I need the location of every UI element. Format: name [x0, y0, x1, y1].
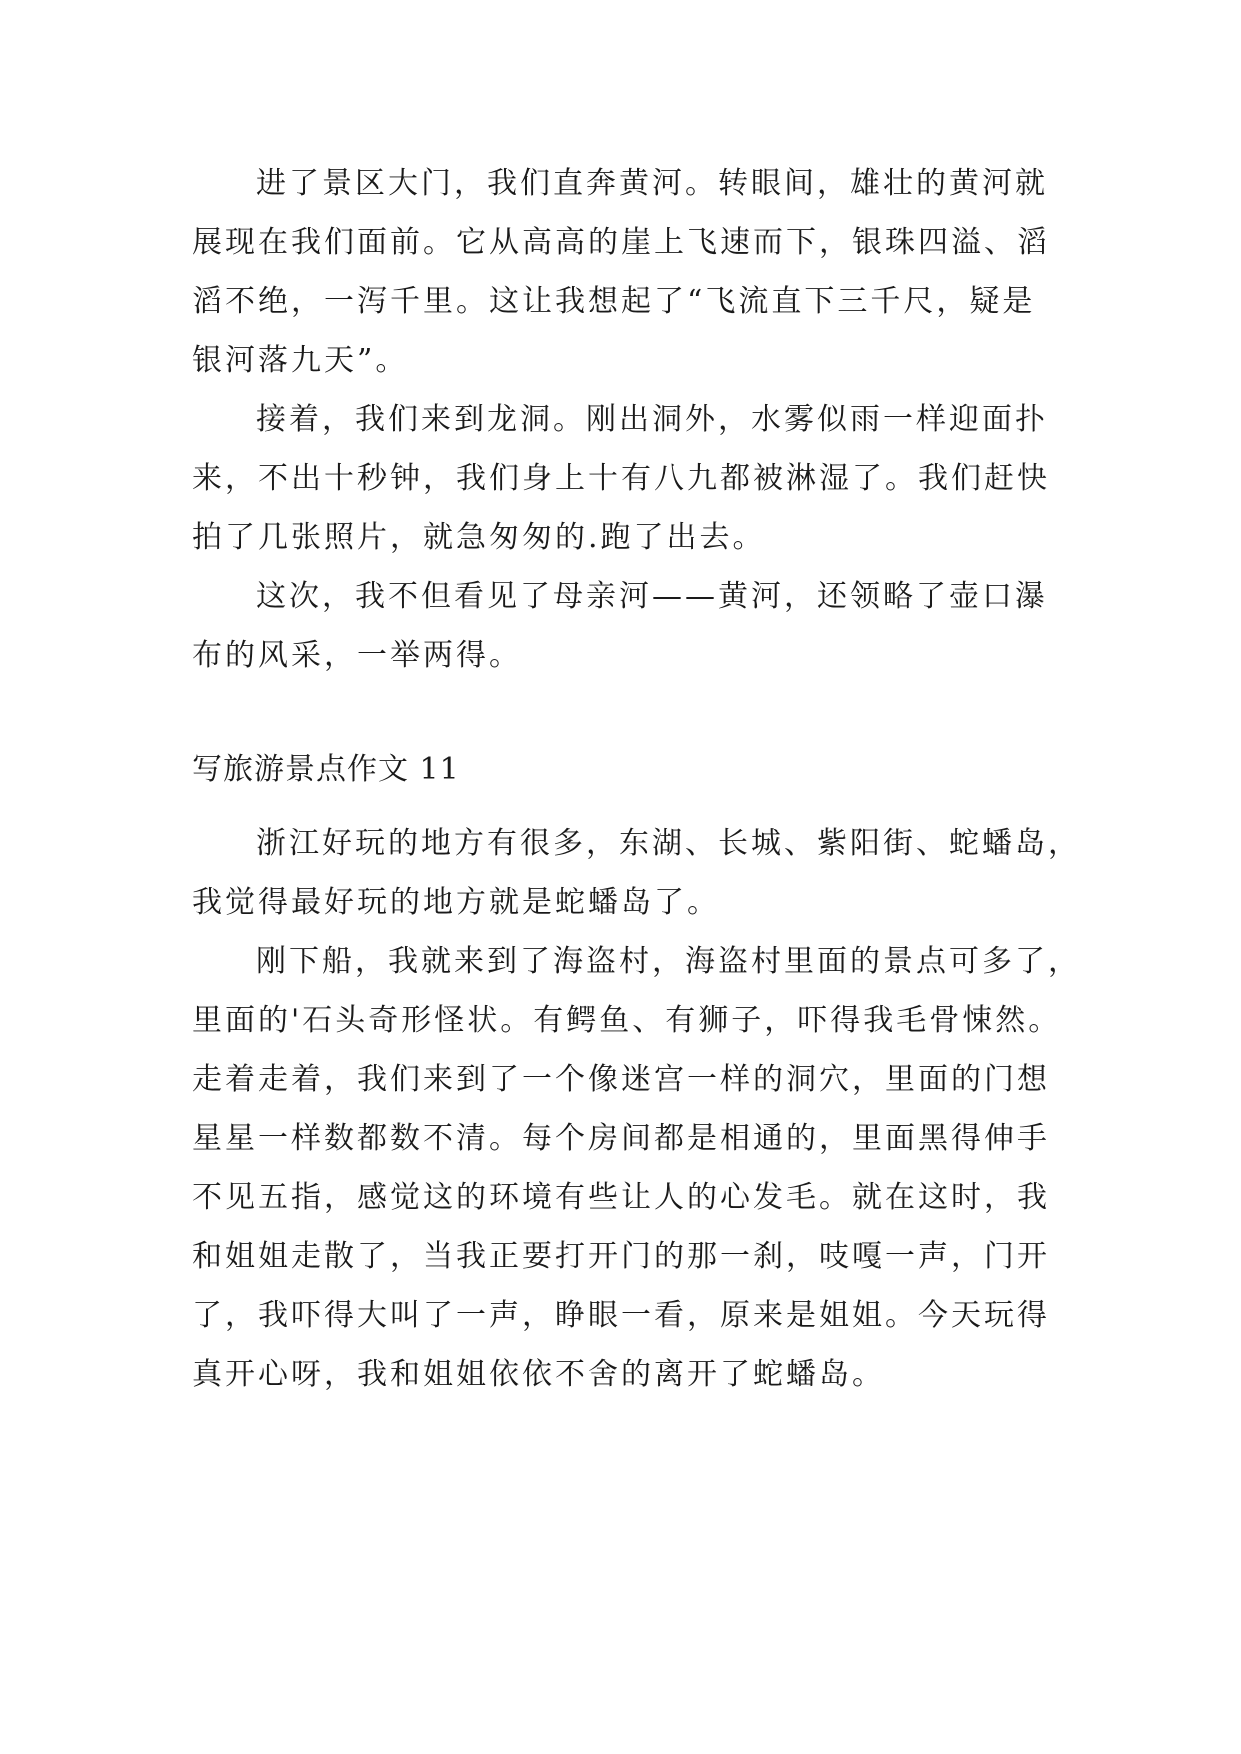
paragraph-line: 拍了几张照片，就急匆匆的.跑了出去。: [192, 520, 766, 555]
paragraph-line: 布的风采，一举两得。: [192, 638, 522, 673]
paragraph-line: 展现在我们面前。它从高高的崖上飞速而下，银珠四溢、滔: [192, 225, 1050, 260]
paragraph-line: 我觉得最好玩的地方就是蛇蟠岛了。: [192, 885, 720, 920]
paragraph-line: 星星一样数都数不清。每个房间都是相通的，里面黑得伸手: [192, 1121, 1050, 1156]
paragraph-line: 这次，我不但看见了母亲河——黄河，还领略了壶口瀑: [256, 579, 1048, 614]
paragraph-line: 刚下船，我就来到了海盗村，海盗村里面的景点可多了，: [256, 944, 1081, 979]
passage-one: [192, 154, 1072, 685]
section-heading: 写旅游景点作文 11: [192, 752, 460, 787]
paragraph-line: 不见五指，感觉这的环境有些让人的心发毛。就在这时，我: [192, 1180, 1050, 1215]
paragraph-line: 和姐姐走散了，当我正要打开门的那一刹，吱嘎一声，门开: [192, 1239, 1050, 1274]
paragraph-line: 银河落九天”。: [192, 343, 409, 378]
paragraph-line: 滔不绝，一泻千里。这让我想起了“飞流直下三千尺，疑是: [192, 284, 1036, 319]
paragraph-line: 浙江好玩的地方有很多，东湖、长城、紫阳街、蛇蟠岛，: [256, 826, 1081, 861]
passage-two: [192, 814, 1081, 1404]
paragraph-line: 进了景区大门，我们直奔黄河。转眼间，雄壮的黄河就: [256, 166, 1048, 201]
paragraph-line: 了，我吓得大叫了一声，睁眼一看，原来是姐姐。今天玩得: [192, 1298, 1050, 1333]
paragraph-line: 走着走着，我们来到了一个像迷宫一样的洞穴，里面的门想: [192, 1062, 1050, 1097]
paragraph-line: 来，不出十秒钟，我们身上十有八九都被淋湿了。我们赶快: [192, 461, 1050, 496]
paragraph-line: 真开心呀，我和姐姐依依不舍的离开了蛇蟠岛。: [192, 1357, 885, 1392]
paragraph-line: 里面的'石头奇形怪状。有鳄鱼、有狮子，吓得我毛骨悚然。: [192, 1003, 1062, 1038]
paragraph-line: 接着，我们来到龙洞。刚出洞外，水雾似雨一样迎面扑: [256, 402, 1048, 437]
